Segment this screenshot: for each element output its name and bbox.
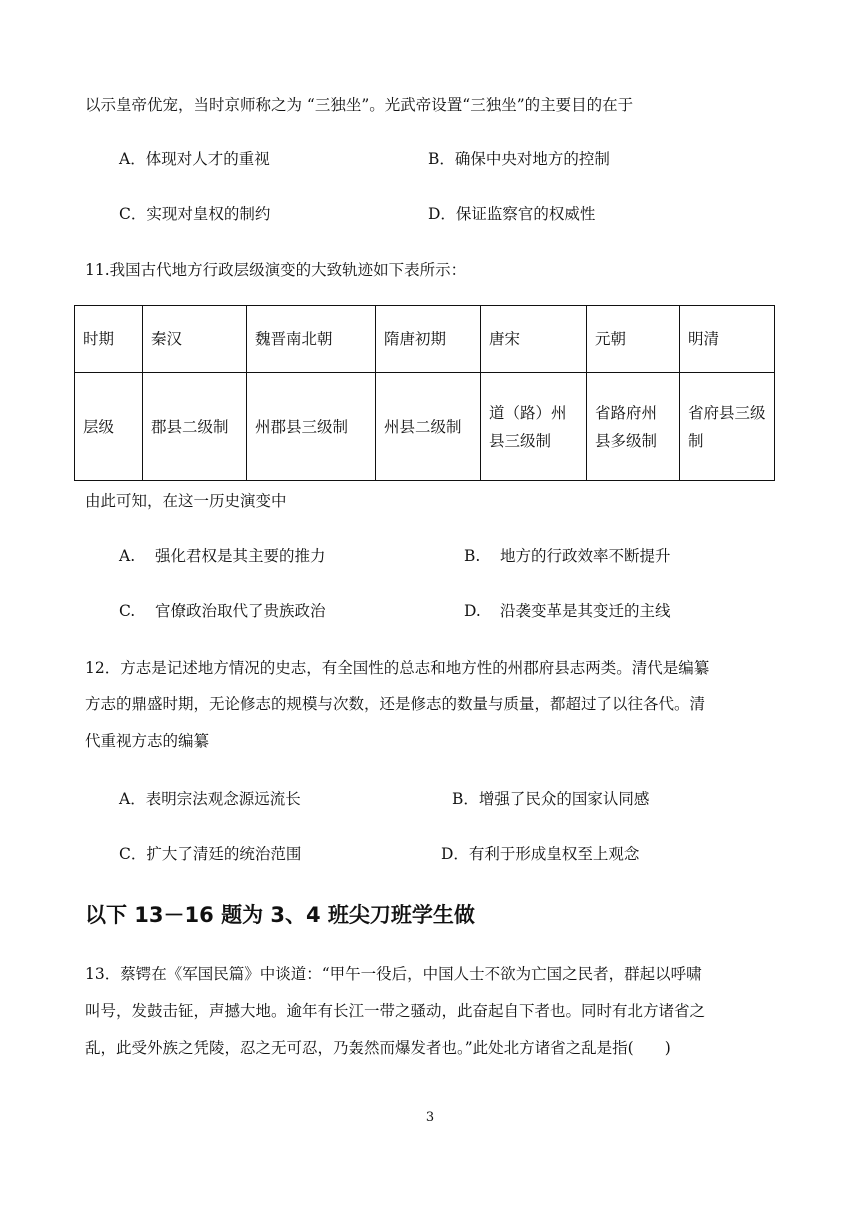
table-cell-qinhan: 秦汉 xyxy=(143,306,247,373)
q13-stem-line-1: 13．蔡锷在《军国民篇》中谈道：“甲午一役后，中国人士不欲为亡国之民者，群起以呼啸 xyxy=(85,965,702,983)
q11-option-b-text: 地方的行政效率不断提升 xyxy=(500,547,671,565)
table-cell-suitang-level: 州县二级制 xyxy=(376,373,481,481)
table-cell-qinhan-level: 郡县二级制 xyxy=(143,373,247,481)
q12-option-b: B．增强了民众的国家认同感 xyxy=(452,790,650,808)
q10-stem: 以示皇帝优宠，当时京师称之为 “三独坐”。光武帝设置“三独坐”的主要目的在于 xyxy=(85,96,634,114)
table-cell-yuan: 元朝 xyxy=(587,306,680,373)
table-cell-weijin-level: 州郡县三级制 xyxy=(247,373,376,481)
q11-option-b-letter: B. xyxy=(464,547,481,565)
table-cell-tangsong-level: 道（路）州县三级制 xyxy=(481,373,587,481)
table-value-row xyxy=(75,373,775,481)
table-cell-yuan-level: 省路府州县多级制 xyxy=(587,373,680,481)
table-cell-period-label: 时期 xyxy=(75,306,143,373)
table-cell-level-label: 层级 xyxy=(75,373,143,481)
q11-option-c-letter: C. xyxy=(119,602,136,620)
q11-option-a-letter: A. xyxy=(119,547,136,565)
table-cell-tangsong: 唐宋 xyxy=(481,306,587,373)
q10-option-d: D．保证监察官的权威性 xyxy=(428,205,596,223)
table-cell-mingqing-level: 省府县三级制 xyxy=(680,373,775,481)
admin-levels-table xyxy=(74,305,775,481)
q12-option-a: A．表明宗法观念源远流长 xyxy=(119,790,301,808)
q11-option-c-text: 官僚政治取代了贵族政治 xyxy=(155,602,326,620)
q12-stem-line-1: 12．方志是记述地方情况的史志，有全国性的总志和地方性的州郡府县志两类。清代是编纂 xyxy=(85,659,710,677)
q10-option-a: A．体现对人才的重视 xyxy=(119,150,270,168)
table-cell-mingqing: 明清 xyxy=(680,306,775,373)
page-number: 3 xyxy=(425,1110,435,1125)
table-cell-weijin: 魏晋南北朝 xyxy=(247,306,376,373)
q13-stem-line-3: 乱，此受外族之凭陵，忍之无可忍，乃轰然而爆发者也。”此处北方诸省之乱是指( ) xyxy=(85,1039,671,1057)
q12-stem-line-2: 方志的鼎盛时期，无论修志的规模与次数，还是修志的数量与质量，都超过了以往各代。清 xyxy=(85,695,706,713)
q11-option-d-letter: D. xyxy=(464,602,481,620)
q11-option-a-text: 强化君权是其主要的推力 xyxy=(155,547,326,565)
q12-stem-line-3: 代重视方志的编纂 xyxy=(85,732,210,750)
q11-stem: 11.我国古代地方行政层级演变的大致轨迹如下表所示： xyxy=(85,261,467,279)
q11-after-text: 由此可知，在这一历史演变中 xyxy=(85,492,287,510)
q10-option-b: B．确保中央对地方的控制 xyxy=(428,150,610,168)
section-heading: 以下 13－16 题为 3、4 班尖刀班学生做 xyxy=(85,903,475,927)
table-header-row xyxy=(75,306,775,373)
q11-option-d-text: 沿袭变革是其变迁的主线 xyxy=(500,602,671,620)
q12-option-d: D．有利于形成皇权至上观念 xyxy=(441,845,640,863)
table-cell-suitang: 隋唐初期 xyxy=(376,306,481,373)
q13-stem-line-2: 叫号，发鼓击钲，声撼大地。逾年有长江一带之骚动，此奋起自下者也。同时有北方诸省之 xyxy=(85,1002,706,1020)
q12-option-c: C．扩大了清廷的统治范围 xyxy=(119,845,302,863)
q10-option-c: C．实现对皇权的制约 xyxy=(119,205,271,223)
